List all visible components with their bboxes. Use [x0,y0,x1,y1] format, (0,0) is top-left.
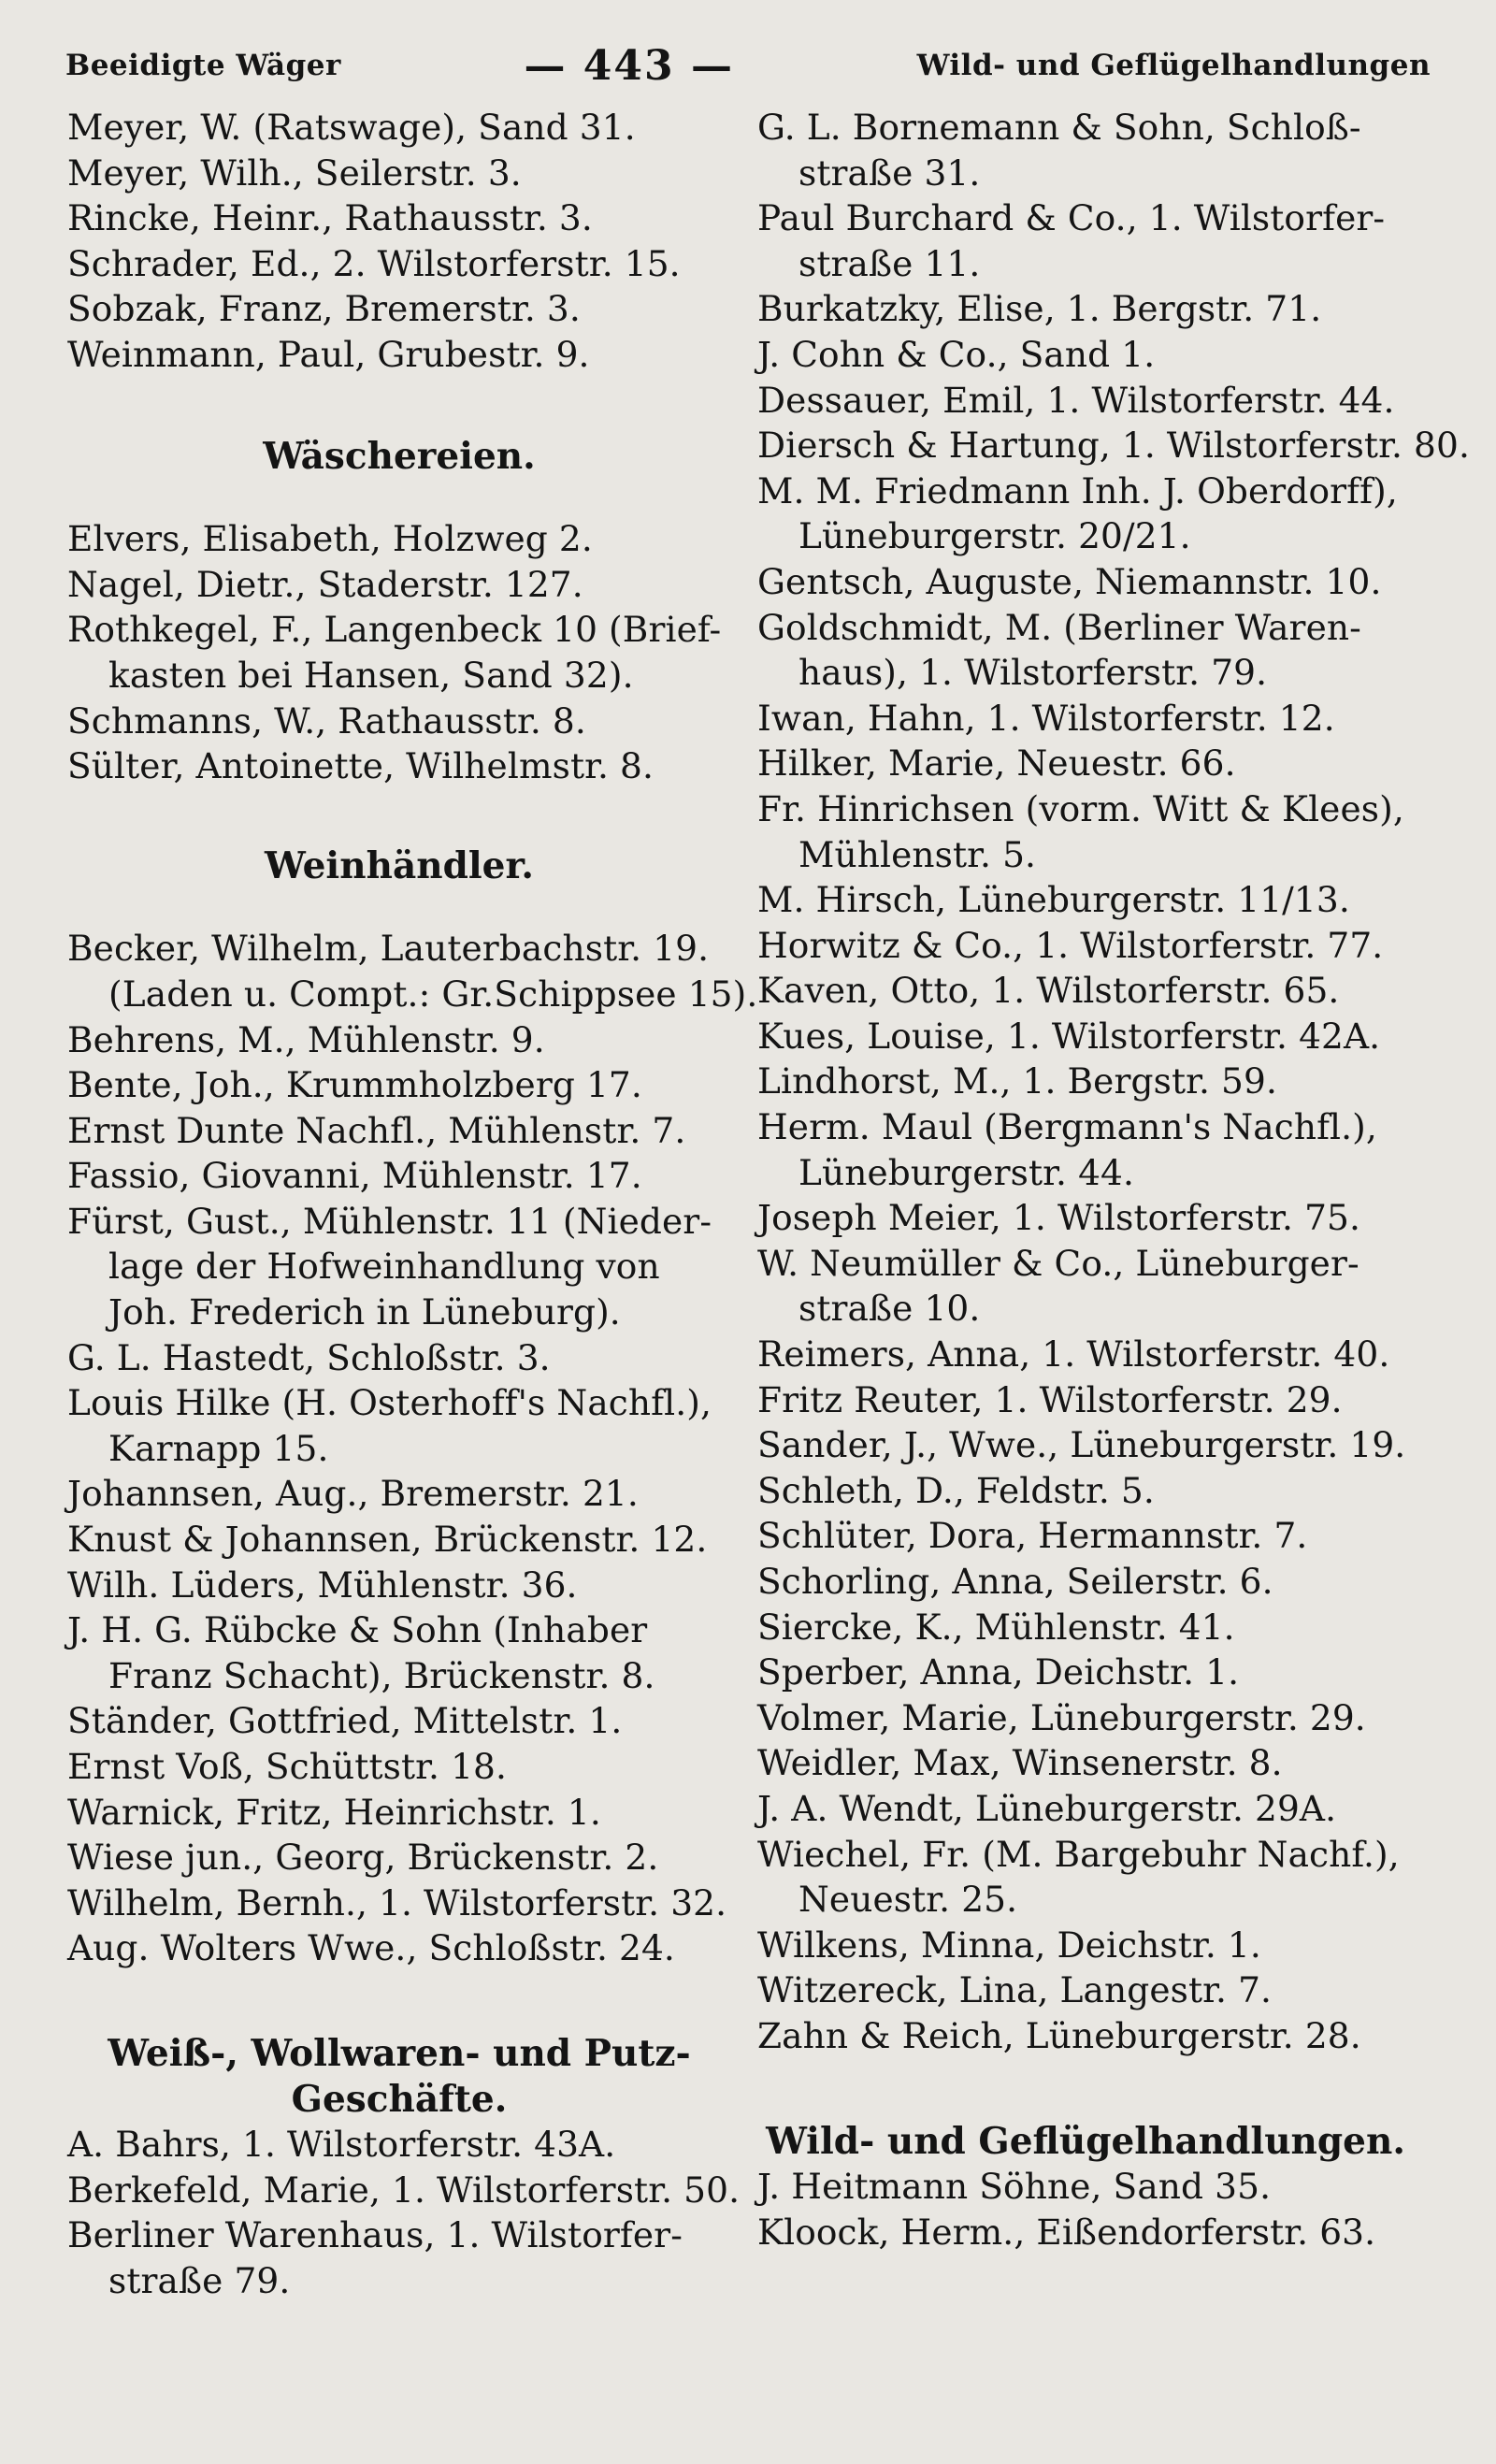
section-heading-weisswaren-line2: Geschäfte. [291,2077,508,2121]
directory-entry [67,332,731,378]
entry-line: Horwitz & Co., 1. Wilstorferstr. 77. [757,924,1384,966]
directory-entry [67,2122,731,2168]
directory-entry [67,1062,731,1108]
entry-line: G. L. Hastedt, Schloßstr. 3. [67,1336,551,1378]
entry-continuation: lage der Hofweinhandlung von [108,1246,660,1288]
entry-line: Herm. Maul (Bergmann's Nachfl.), [757,1106,1377,1148]
directory-entry [757,468,1414,559]
entry-line: Wiese jun., Georg, Brückenstr. 2. [67,1837,659,1879]
entry-line: Warnick, Fritz, Heinrichstr. 1. [67,1791,601,1833]
page-header [65,37,1431,94]
entry-line: A. Bahrs, 1. Wilstorferstr. 43A. [67,2124,616,2166]
entry-line: W. Neumüller & Co., Lüneburger- [757,1242,1359,1284]
entry-line: Berkefeld, Marie, 1. Wilstorferstr. 50. [67,2169,741,2211]
directory-entry [67,1698,731,1744]
entry-continuation: Lüneburgerstr. 20/21. [798,515,1191,557]
directory-entry [757,1923,1414,1968]
directory-entry [757,1195,1414,1241]
directory-entry [757,696,1414,742]
entry-line: Siercke, K., Mühlenstr. 41. [757,1606,1235,1648]
directory-entry [67,1563,731,1608]
directory-entry [67,743,731,789]
entry-line: Schrader, Ed., 2. Wilstorferstr. 15. [67,242,681,284]
entry-line: Fr. Hinrichsen (vorm. Witt & Klees), [757,787,1404,829]
directory-entry [757,1559,1414,1605]
directory-entry [67,1744,731,1790]
directory-entry [67,1199,731,1335]
entry-line: Wilhelm, Bernh., 1. Wilstorferstr. 32. [67,1881,727,1924]
entry-line: J. Heitmann Söhne, Sand 35. [757,2166,1272,2208]
directory-entry [67,195,731,241]
right-column [741,105,1470,2427]
directory-entry [757,1786,1414,1832]
entry-line: Hilker, Marie, Neuestr. 66. [757,742,1236,785]
directory-entry [757,1377,1414,1423]
left-column [67,105,758,2427]
directory-entry [67,151,731,196]
entry-line: Iwan, Hahn, 1. Wilstorferstr. 12. [757,697,1335,739]
entry-line: Dessauer, Emil, 1. Wilstorferstr. 44. [757,379,1395,421]
directory-entry [67,1380,731,1471]
section-heading-weinhaendler: Weinhändler. [264,843,535,887]
entry-line: Rincke, Heinr., Rathausstr. 3. [67,197,593,239]
entry-line: Kaven, Otto, 1. Wilstorferstr. 65. [757,970,1340,1012]
entry-line: M. M. Friedmann Inh. J. Oberdorff), [757,469,1398,512]
directory-entry [757,2164,1414,2210]
entry-line: J. Cohn & Co., Sand 1. [757,333,1156,375]
running-head-right: Wild- und Geflügelhandlungen [916,49,1431,82]
directory-entry [757,923,1414,969]
wild-list [757,2164,1414,2255]
entry-line: Johannsen, Aug., Bremerstr. 21. [67,1473,639,1515]
entry-line: Schmanns, W., Rathausstr. 8. [67,699,586,742]
entry-line: Goldschmidt, M. (Berliner Waren- [757,606,1361,648]
section-heading-waeschereien: Wäschereien. [263,434,536,478]
waeschereien-list [67,516,731,789]
directory-entry [757,378,1414,424]
directory-entry [67,1108,731,1154]
entry-continuation: kasten bei Hansen, Sand 32). [108,654,634,696]
directory-entry [67,1925,731,1971]
directory-entry [757,1695,1414,1741]
entry-line: Witzereck, Lina, Langestr. 7. [757,1969,1273,2011]
entry-continuation: haus), 1. Wilstorferstr. 79. [798,652,1268,694]
entry-line: Meyer, Wilh., Seilerstr. 3. [67,151,522,194]
entry-line: Meyer, W. (Ratswage), Sand 31. [67,107,636,148]
directory-entry [757,1422,1414,1468]
directory-entry [67,241,731,287]
section-heading-wild: Wild- und Geflügelhandlungen. [766,2119,1405,2163]
entry-line: Zahn & Reich, Lüneburgerstr. 28. [757,2014,1361,2056]
directory-entry [757,2210,1414,2255]
entry-line: Paul Burchard & Co., 1. Wilstorfer- [757,197,1386,239]
entry-line: Ständer, Gottfried, Mittelstr. 1. [67,1700,623,1742]
directory-entry [757,332,1414,378]
entry-line: Aug. Wolters Wwe., Schloßstr. 24. [67,1927,675,1969]
directory-entry [67,105,731,151]
directory-entry [67,1517,731,1563]
entry-line: Schleth, D., Feldstr. 5. [757,1469,1155,1511]
entry-line: Becker, Wilhelm, Lauterbachstr. 19. [67,928,710,970]
directory-entry [67,1017,731,1063]
directory-entry [757,605,1414,696]
directory-entry [757,195,1414,286]
entry-line: Fritz Reuter, 1. Wilstorferstr. 29. [757,1378,1343,1420]
directory-entry [757,1104,1414,1195]
directory-entry [67,2212,731,2303]
entry-line: Sülter, Antoinette, Wilhelmstr. 8. [67,745,654,787]
directory-entry [757,2013,1414,2059]
directory-entry [757,1740,1414,1786]
entry-line: Wiechel, Fr. (M. Bargebuhr Nachf.), [757,1833,1400,1875]
directory-entry [757,1513,1414,1559]
entry-line: Schorling, Anna, Seilerstr. 6. [757,1561,1273,1602]
entry-line: J. H. G. Rübcke & Sohn (Inhaber [67,1609,648,1651]
directory-entry [67,286,731,332]
directory-entry [757,1650,1414,1695]
entry-line: Schlüter, Dora, Hermannstr. 7. [757,1515,1308,1557]
entry-line: J. A. Wendt, Lüneburgerstr. 29A. [757,1787,1337,1829]
entry-line: Volmer, Marie, Lüneburgerstr. 29. [757,1696,1366,1738]
directory-entry [757,1014,1414,1059]
entry-line: Ernst Voß, Schüttstr. 18. [67,1746,508,1787]
entry-line: Kues, Louise, 1. Wilstorferstr. 42A. [757,1015,1381,1057]
weinhaendler-list [67,926,758,1971]
section-heading-weisswaren-line1: Weiß-, Wollwaren- und Putz- [108,2031,691,2075]
directory-entry [67,1835,731,1880]
two-column-body [67,105,1470,2427]
directory-entry [757,105,1414,195]
entry-continuation: straße 31. [798,151,981,194]
directory-entry [757,968,1414,1014]
directory-entry [67,1790,731,1836]
running-head-left: Beeidigte Wäger [65,49,341,82]
directory-entry [67,1607,731,1698]
page-number: — 443 — [524,41,734,90]
entry-continuation: Karnapp 15. [108,1427,329,1469]
entry-line: Louis Hilke (H. Osterhoff's Nachfl.), [67,1382,712,1424]
directory-entry [757,286,1414,332]
entry-line: Nagel, Dietr., Staderstr. 127. [67,563,583,605]
entry-line: Elvers, Elisabeth, Holzweg 2. [67,518,593,560]
directory-entry [757,1967,1414,2013]
entry-line: Wilkens, Minna, Deichstr. 1. [757,1924,1261,1966]
directory-entry [757,423,1470,468]
directory-entry [67,1880,731,1926]
entry-continuation: straße 11. [798,242,981,284]
weisswaren-continued-list [757,105,1470,2059]
entry-line: Fürst, Gust., Mühlenstr. 11 (Nieder- [67,1200,712,1242]
entry-line: Weidler, Max, Winsenerstr. 8. [757,1742,1283,1784]
entry-line: Rothkegel, F., Langenbeck 10 (Brief- [67,609,722,651]
entry-line: Sander, J., Wwe., Lüneburgerstr. 19. [757,1424,1406,1466]
waeger-list [67,105,731,378]
entry-line: Kloock, Herm., Eißendorferstr. 63. [757,2211,1376,2253]
entry-line: Diersch & Hartung, 1. Wilstorferstr. 80. [757,425,1470,467]
entry-continuation: (Laden u. Compt.: Gr.Schippsee 15). [108,973,758,1015]
entry-line: Bente, Joh., Krummholzberg 17. [67,1064,642,1106]
directory-entry [67,1335,731,1381]
entry-line: Joseph Meier, 1. Wilstorferstr. 75. [757,1197,1361,1239]
entry-line: Burkatzky, Elise, 1. Bergstr. 71. [757,288,1322,330]
directory-entry [757,786,1414,877]
entry-line: Reimers, Anna, 1. Wilstorferstr. 40. [757,1333,1390,1376]
entry-line: Gentsch, Auguste, Niemannstr. 10. [757,560,1382,602]
entry-continuation: Franz Schacht), Brückenstr. 8. [108,1654,655,1696]
entry-line: Sobzak, Franz, Bremerstr. 3. [67,288,581,330]
entry-line: Lindhorst, M., 1. Bergstr. 59. [757,1060,1277,1102]
entry-line: Behrens, M., Mühlenstr. 9. [67,1018,545,1060]
directory-entry [757,559,1414,605]
entry-continuation: Mühlenstr. 5. [798,833,1037,875]
directory-entry [757,1332,1414,1377]
directory-entry [67,1471,731,1517]
entry-line: G. L. Bornemann & Sohn, Schloß- [757,107,1361,148]
directory-entry [67,926,758,1016]
directory-entry [67,2168,741,2213]
directory-entry [757,1605,1414,1650]
directory-entry [757,1059,1414,1104]
entry-continuation: Neuestr. 25. [798,1879,1018,1921]
directory-entry [757,1832,1414,1923]
entry-line: Knust & Johannsen, Brückenstr. 12. [67,1519,708,1561]
directory-entry [67,699,731,744]
entry-line: Fassio, Giovanni, Mühlenstr. 17. [67,1155,642,1197]
entry-line: Weinmann, Paul, Grubestr. 9. [67,333,590,375]
entry-line: Sperber, Anna, Deichstr. 1. [757,1651,1240,1693]
entry-line: Ernst Dunte Nachfl., Mühlenstr. 7. [67,1109,686,1151]
entry-continuation: straße 10. [798,1288,981,1330]
entry-continuation: straße 79. [108,2259,291,2301]
directory-entry [757,741,1414,786]
directory-entry [67,1153,731,1199]
directory-entry [67,516,731,562]
entry-continuation: Joh. Frederich in Lüneburg). [108,1291,621,1333]
entry-line: Berliner Warenhaus, 1. Wilstorfer- [67,2214,683,2256]
entry-continuation: Lüneburgerstr. 44. [798,1151,1135,1193]
entry-line: M. Hirsch, Lüneburgerstr. 11/13. [757,879,1350,921]
entry-line: Wilh. Lüders, Mühlenstr. 36. [67,1563,578,1606]
directory-entry [757,1468,1414,1514]
directory-entry [757,877,1414,923]
directory-entry [67,607,731,698]
directory-entry [757,1241,1414,1332]
weisswaren-list [67,2122,741,2303]
directory-entry [67,562,731,608]
